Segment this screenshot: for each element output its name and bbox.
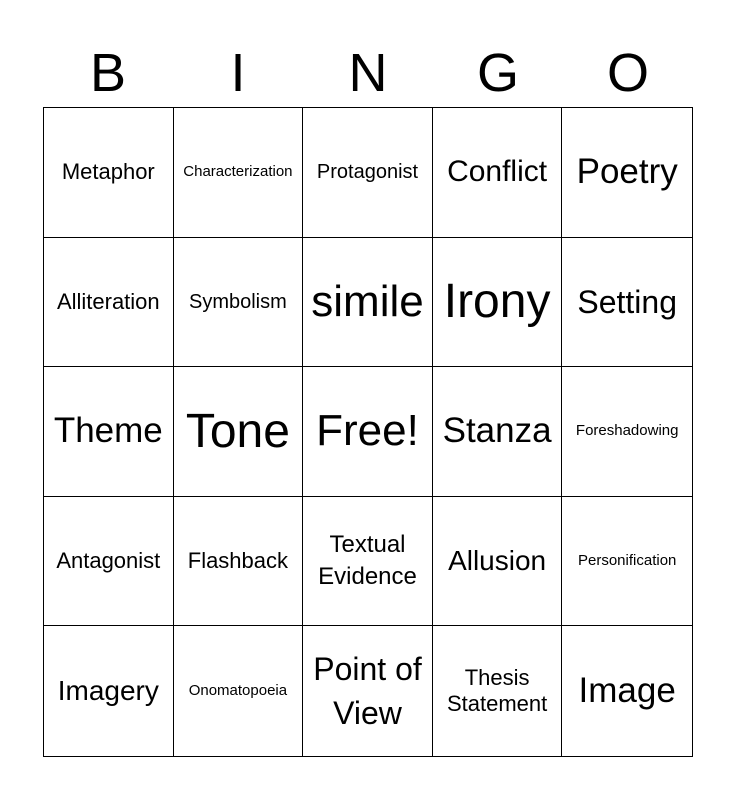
cell-label: Setting [577, 283, 677, 320]
bingo-cell[interactable] [562, 108, 692, 238]
bingo-cell[interactable] [44, 108, 174, 238]
bingo-cell[interactable] [174, 108, 304, 238]
header-letter-g: G [476, 43, 519, 103]
bingo-cell[interactable] [174, 626, 304, 756]
bingo-cell[interactable] [44, 367, 174, 497]
bingo-cell[interactable] [303, 497, 433, 627]
cell-label: Tone [185, 404, 290, 458]
cell-label: Textual Evidence [318, 530, 417, 591]
cell-label: Onomatopoeia [188, 682, 288, 700]
cell-label: Stanza [442, 411, 552, 451]
bingo-cell[interactable] [303, 238, 433, 368]
bingo-cell[interactable] [303, 626, 433, 756]
cell-label: Alliteration [56, 288, 160, 314]
header-letter-n: N [348, 43, 388, 103]
bingo-cell[interactable] [562, 626, 692, 756]
cell-label: Metaphor [61, 159, 155, 185]
cell-label: Allusion [448, 545, 547, 576]
cell-label: Conflict [447, 155, 548, 189]
cell-label: Irony [443, 275, 551, 329]
cell-label: Personification [578, 552, 677, 570]
bingo-cell[interactable] [433, 367, 563, 497]
cell-label: Thesis Statement [446, 664, 548, 717]
bingo-cell[interactable] [44, 497, 174, 627]
bingo-cell[interactable] [174, 367, 304, 497]
bingo-cell[interactable] [174, 238, 304, 368]
bingo-cell[interactable] [44, 238, 174, 368]
cell-label: Flashback [187, 547, 289, 573]
bingo-cell[interactable] [562, 238, 692, 368]
bingo-cell[interactable] [562, 367, 692, 497]
bingo-cell[interactable] [433, 626, 563, 756]
header-letter-i: I [230, 43, 246, 103]
cell-label: Symbolism [188, 290, 287, 313]
cell-label: Imagery [57, 675, 159, 707]
bingo-cell[interactable] [433, 108, 563, 238]
bingo-cell[interactable] [433, 497, 563, 627]
bingo-cell[interactable] [303, 108, 433, 238]
bingo-cell[interactable] [562, 497, 692, 627]
cell-label: Characterization [183, 163, 293, 181]
header-letter-o: O [606, 43, 649, 103]
cell-label: Theme [53, 411, 163, 451]
bingo-cell[interactable] [44, 626, 174, 756]
cell-label: Antagonist [56, 547, 161, 573]
cell-label: Image [578, 671, 676, 711]
free-space-cell[interactable] [303, 367, 433, 497]
bingo-header [43, 40, 693, 106]
cell-label: simile [311, 276, 424, 326]
bingo-cell[interactable] [433, 238, 563, 368]
cell-label: Protagonist [316, 161, 419, 184]
cell-label: Poetry [576, 152, 678, 192]
bingo-cell[interactable] [174, 497, 304, 627]
cell-label: Point of View [313, 651, 422, 732]
bingo-board [43, 107, 693, 757]
cell-label: Foreshadowing [575, 422, 679, 440]
free-space-label: Free! [316, 406, 419, 456]
header-letter-b: B [89, 43, 127, 103]
